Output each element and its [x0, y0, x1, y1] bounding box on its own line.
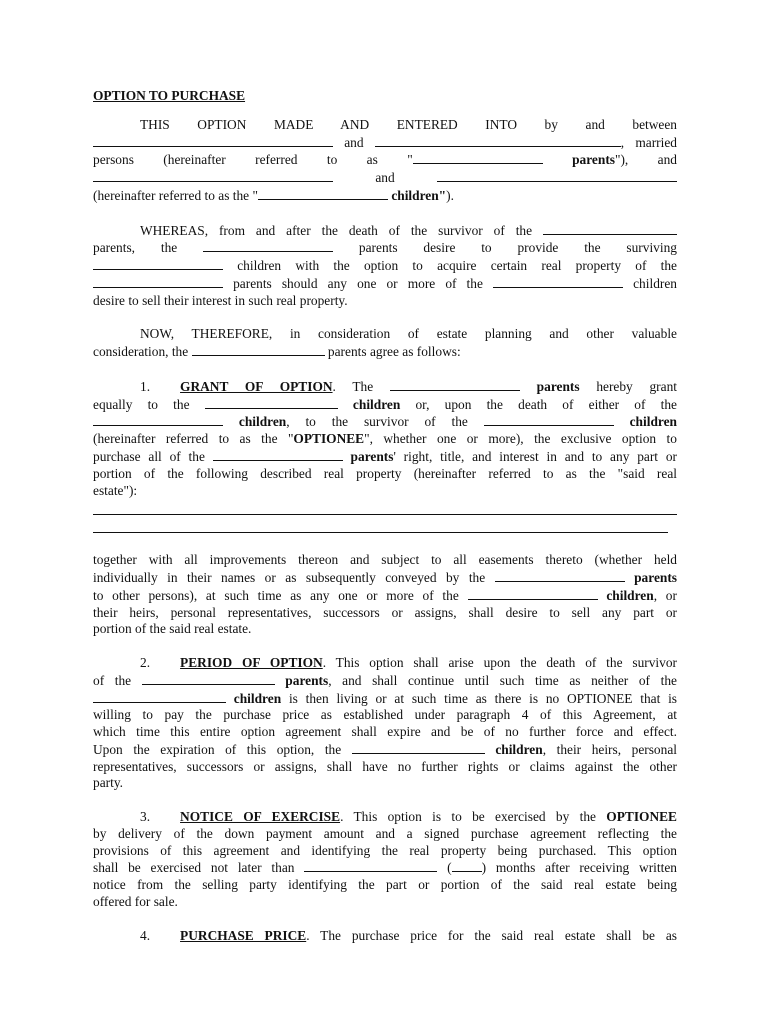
- blank-line[interactable]: [258, 187, 388, 200]
- blank-line[interactable]: [213, 448, 343, 461]
- intro-line-4: and: [93, 169, 677, 187]
- blank-line[interactable]: [543, 222, 677, 235]
- intro-paragraph: [93, 117, 677, 205]
- intro-line-5: (hereinafter referred to as the " children").: [93, 187, 454, 203]
- section-number: 4.: [140, 927, 151, 943]
- blank-line[interactable]: [375, 134, 621, 147]
- section-heading: PURCHASE PRICE: [180, 927, 307, 943]
- document-title: OPTION TO PURCHASE: [93, 88, 246, 103]
- property-description-line[interactable]: [93, 517, 668, 533]
- document-page: [93, 88, 677, 944]
- section-1-grant-of-option: 1. GRANT OF OPTION. The parents hereby grant equally to the children or, upon the death of either of the children, to the survivor of the children (hereinafter referred to as the "OPTIONEE", whether one or more), the exclusive option to purchase all of the parents' right, title, and interest in and to any part or portion of the following described real property (hereinafter referred to as the "said real estate"):: [93, 378, 677, 534]
- section-4-purchase-price: 4. PURCHASE PRICE. The purchase price for the said real estate shall be as: [140, 927, 677, 943]
- blank-line[interactable]: [93, 275, 223, 288]
- blank-line[interactable]: [142, 672, 275, 685]
- blank-line[interactable]: [437, 169, 677, 182]
- blank-line[interactable]: [452, 859, 482, 872]
- blank-line[interactable]: [484, 413, 614, 426]
- section-number: 1.: [140, 378, 151, 394]
- blank-line[interactable]: [413, 151, 543, 164]
- section-number: 2.: [140, 654, 151, 670]
- section-number: 3.: [140, 809, 151, 825]
- blank-line[interactable]: [192, 343, 325, 356]
- section-heading: NOTICE OF EXERCISE: [180, 809, 341, 825]
- intro-line-2: and , married: [93, 134, 677, 152]
- intro-line-3: persons (hereinafter referred to as " parents"), and: [93, 152, 677, 168]
- blank-line[interactable]: [93, 413, 223, 426]
- blank-line[interactable]: [390, 378, 520, 391]
- blank-line[interactable]: [93, 134, 333, 147]
- blank-line[interactable]: [304, 859, 437, 872]
- blank-line[interactable]: [493, 275, 623, 288]
- intro-line-1: THIS OPTION MADE AND ENTERED INTO by and between: [140, 116, 677, 132]
- blank-line[interactable]: [468, 587, 598, 600]
- blank-line[interactable]: [203, 239, 333, 252]
- blank-line[interactable]: [495, 569, 625, 582]
- together-paragraph: together with all improvements thereon and subject to all easements thereto (whether held individually in their names or as subsequently conveyed by the parents to other persons), at such time as any one or more of the children, or their heirs, personal representatives, successors or assigns, shall desire to sell any part or portion of the said real estate.: [93, 552, 677, 637]
- property-description-line[interactable]: [93, 499, 677, 515]
- blank-line[interactable]: [93, 257, 223, 270]
- section-3-notice-of-exercise: 3. NOTICE OF EXERCISE. This option is to be exercised by the OPTIONEE by delivery of the down payment amount and a signed purchase agreement reflecting the provisions of this agreement and identifying the real property being purchased. This option shall be exercised not later than ( ) months after receiving written notice from the selling party identifying the part or portion of the said real estate being offered for sale.: [93, 809, 677, 910]
- blank-line[interactable]: [205, 396, 338, 409]
- blank-line[interactable]: [93, 690, 226, 703]
- blank-line[interactable]: [93, 169, 333, 182]
- section-heading: GRANT OF OPTION: [180, 378, 333, 394]
- section-heading: PERIOD OF OPTION: [180, 654, 323, 670]
- section-2-period-of-option: 2. PERIOD OF OPTION. This option shall arise upon the death of the survivor of the parents, and shall continue until such time as neither of the children is then living or at such time as there is no OPTIONEE that is willing to pay the purchase price as established under paragraph 4 of this Agreement, at which time this entire option agreement shall expire and be of no further force and effect. Upon the expiration of this option, the children, their heirs, personal representatives, successors or assigns, shall have no further rights or claims against the other party.: [93, 654, 678, 791]
- blank-line[interactable]: [352, 741, 485, 754]
- now-therefore-paragraph: NOW, THEREFORE, in consideration of estate planning and other valuable consideration, the parents agree as follows:: [93, 326, 677, 360]
- whereas-paragraph: WHEREAS, from and after the death of the survivor of the parents, the parents desire to provide the surviving children with the option to acquire certain real property of the parents should any one or more of the children desire to sell their interest in such real property.: [93, 222, 677, 308]
